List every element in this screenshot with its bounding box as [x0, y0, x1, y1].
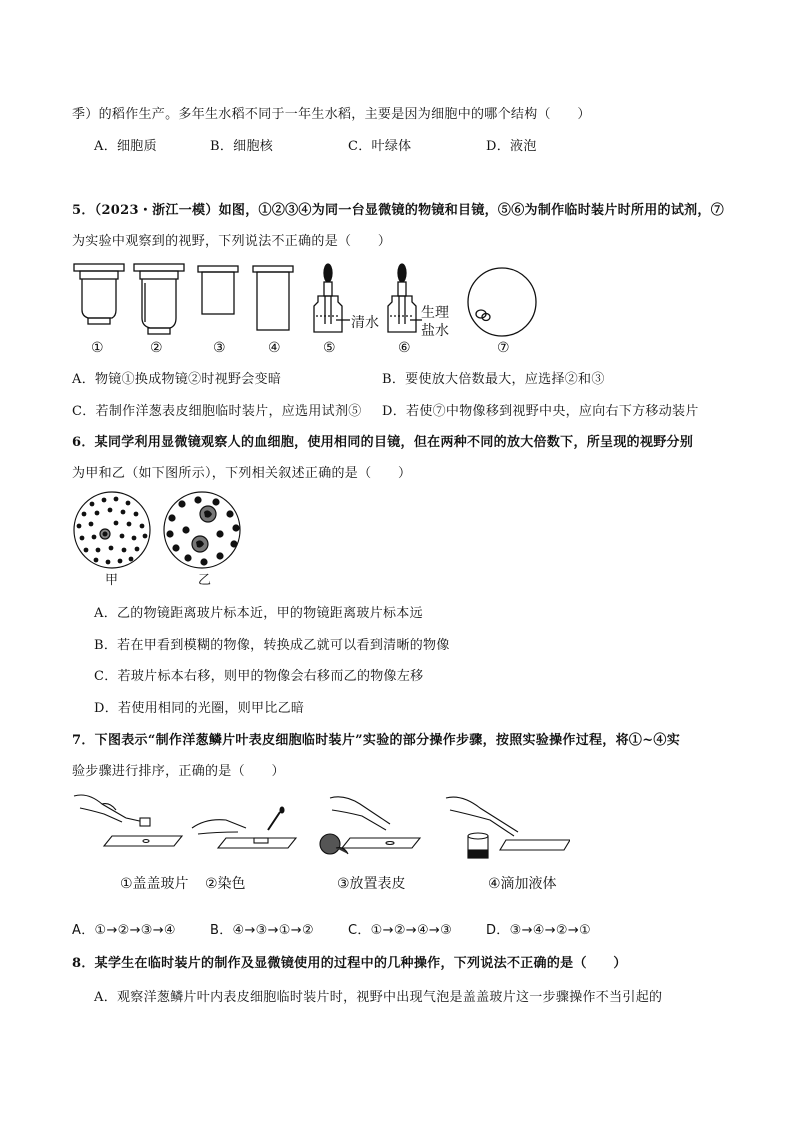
q6-stem-line2: 为甲和乙（如下图所示），下列相关叙述正确的是（ ） — [72, 466, 412, 481]
view-yi-label: 乙 — [198, 573, 212, 588]
q5-option-d[interactable]: D．若使⑦中物像移到视野中央，应向右下方移动装片 — [382, 404, 699, 419]
q4-option-a[interactable]: A．细胞质 — [94, 139, 157, 154]
q5-fig-num-4: ④ — [268, 340, 281, 356]
q5-stem-line1: 5．（2023・浙江一模）如图，①②③④为同一台显微镜的物镜和目镜，⑤⑥为制作临时装片时所用的试剂，⑦ — [72, 203, 725, 218]
staining-step-icon — [192, 807, 296, 848]
placing-epidermis-step-icon — [320, 797, 420, 854]
q5-option-c[interactable]: C．若制作洋葱表皮细胞临时装片，应选用试剂⑤ — [72, 404, 362, 419]
q5-stem-line2: 为实验中观察到的视野，下列说法不正确的是（ ） — [72, 234, 392, 249]
reagent-6-label-1: 生理 — [421, 305, 449, 321]
adding-liquid-step-icon — [446, 797, 570, 858]
q7-procedure-figure — [70, 788, 570, 868]
view-jia-icon — [74, 492, 150, 568]
q7-stem-line2: 验步骤进行排序，正确的是（ ） — [72, 764, 285, 779]
q6-stem-line1: 6．某同学利用显微镜观察人的血细胞，使用相同的目镜，但在两种不同的放大倍数下，所呈现的视野分别 — [72, 435, 694, 450]
q7-step-2-label: ②染色 — [205, 876, 246, 892]
q7-stem-line1: 7．下图表示“制作洋葱鳞片叶表皮细胞临时装片”实验的部分操作步骤，按照实验操作过程，将①~④实 — [72, 733, 680, 748]
q7-step-1-label: ①盖盖玻片 — [120, 876, 189, 892]
q7-step-3-label: ③放置表皮 — [337, 876, 406, 892]
dropper-bottle-6-icon — [388, 264, 422, 332]
cover-slip-step-icon — [74, 795, 182, 846]
objective-lens-2-icon — [134, 264, 184, 334]
q4-option-b[interactable]: B．细胞核 — [210, 139, 274, 154]
q5-fig-num-1: ① — [91, 340, 104, 356]
q6-blood-cell-views — [70, 490, 260, 570]
q8-stem: 8．某学生在临时装片的制作及显微镜使用的过程中的几种操作，下列说法不正确的是（ ） — [72, 956, 627, 971]
q6-option-c[interactable]: C．若玻片标本右移，则甲的物像会右移而乙的物像左移 — [94, 669, 424, 684]
q5-fig-num-2: ② — [150, 340, 163, 356]
q7-option-a[interactable]: A．①→②→③→④ — [72, 923, 176, 938]
q5-fig-num-6: ⑥ — [398, 340, 411, 356]
q7-option-b[interactable]: B．④→③→①→② — [210, 923, 314, 938]
q5-option-b[interactable]: B．要使放大倍数最大，应选择②和③ — [382, 372, 605, 387]
q5-microscope-figure — [70, 258, 540, 358]
q5-fig-num-3: ③ — [213, 340, 226, 356]
q5-option-a[interactable]: A．物镜①换成物镜②时视野会变暗 — [72, 372, 282, 387]
q4-option-c[interactable]: C．叶绿体 — [348, 139, 412, 154]
view-jia-label: 甲 — [105, 573, 119, 588]
q5-fig-num-7: ⑦ — [497, 340, 510, 356]
reagent-5-label: 清水 — [351, 315, 379, 331]
q4-stem-tail: 季）的稻作生产。多年生水稻不同于一年生水稻，主要是因为细胞中的哪个结构（ ） — [72, 107, 591, 122]
reagent-6-label-2: 盐水 — [421, 323, 449, 339]
q5-fig-num-5: ⑤ — [323, 340, 336, 356]
q7-option-c[interactable]: C．①→②→④→③ — [348, 923, 453, 938]
eyepiece-3-icon — [198, 266, 238, 314]
q4-option-d[interactable]: D．液泡 — [486, 139, 537, 154]
dropper-bottle-5-icon — [314, 264, 350, 332]
q8-option-a[interactable]: A．观察洋葱鳞片叶内表皮细胞临时装片时，视野中出现气泡是盖盖玻片这一步骤操作不当引起的 — [94, 990, 663, 1005]
q7-step-4-label: ④滴加液体 — [488, 876, 557, 892]
q6-option-b[interactable]: B．若在甲看到模糊的物像，转换成乙就可以看到清晰的物像 — [94, 638, 450, 653]
objective-lens-1-icon — [74, 264, 124, 324]
q6-option-a[interactable]: A．乙的物镜距离玻片标本近，甲的物镜距离玻片标本远 — [94, 606, 423, 621]
field-of-view-7-icon — [468, 268, 536, 336]
q6-option-d[interactable]: D．若使用相同的光圈，则甲比乙暗 — [94, 701, 305, 716]
view-yi-icon — [164, 492, 240, 568]
eyepiece-4-icon — [253, 266, 293, 330]
q7-option-d[interactable]: D．③→④→②→① — [486, 923, 592, 938]
